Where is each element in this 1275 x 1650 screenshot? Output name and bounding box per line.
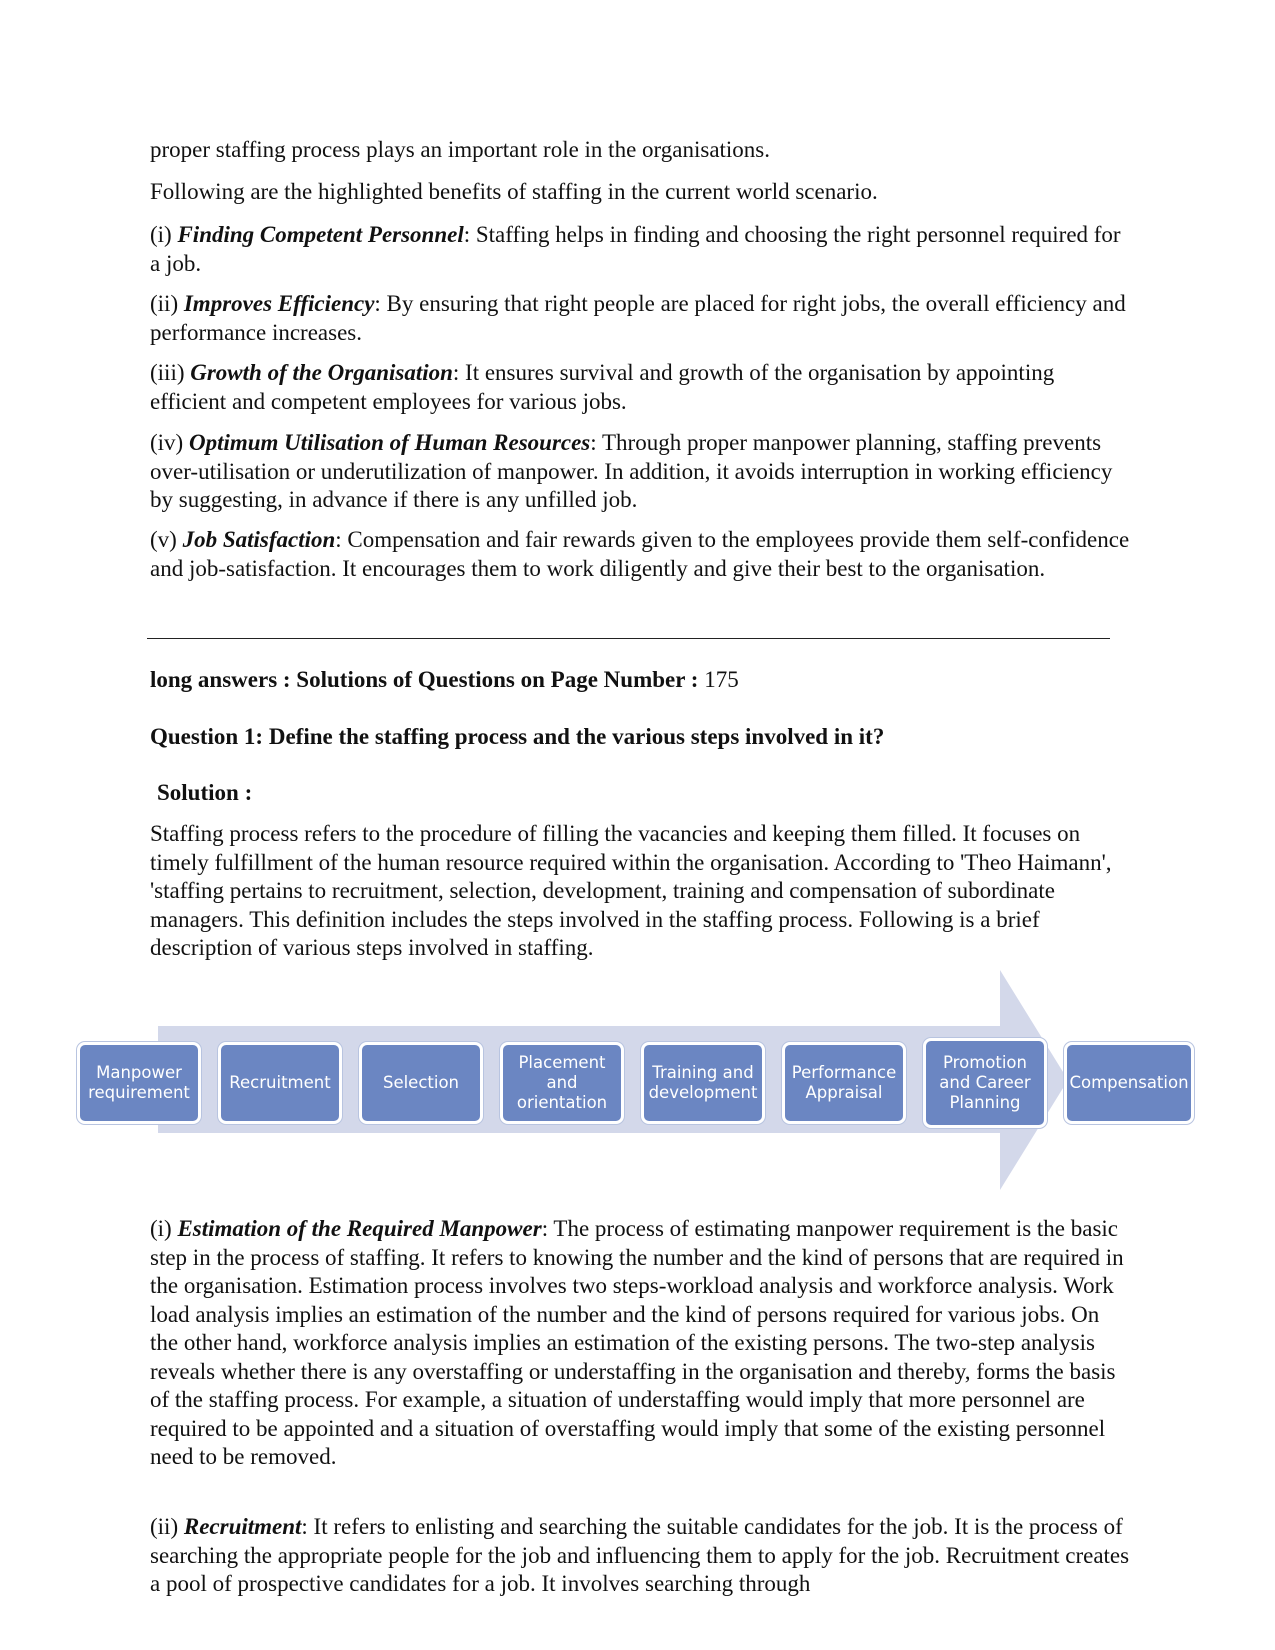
section-heading-label: long answers : Solutions of Questions on Page Number : <box>150 667 699 692</box>
question-title: Question 1: Define the staffing process and the various steps involved in it? <box>150 724 885 749</box>
section-heading-page: 175 <box>704 667 739 692</box>
section-heading <box>150 667 739 693</box>
benefit-item <box>150 526 1130 583</box>
staffing-process-diagram <box>0 970 1275 1195</box>
benefit-item <box>150 429 1130 515</box>
benefit-item <box>150 359 1130 416</box>
step-compensation: Compensation <box>1064 1042 1194 1124</box>
benefit-term: Job Satisfaction <box>182 527 336 552</box>
step-promotion-career-planning: Promotion and Career Planning <box>923 1038 1047 1128</box>
intro-line-2: Following are the highlighted benefits of staffing in the current world scenario. <box>150 179 878 204</box>
benefit-term: Growth of the Organisation <box>190 360 453 385</box>
benefit-item <box>150 290 1130 347</box>
benefit-item <box>150 221 1130 278</box>
benefit-text: : Through proper manpower planning, staffing prevents over-utilisation or underutilization of manpower. In addition, it avoids interruption in working efficiency by suggesting, in advance if there is any unfilled job. <box>150 430 1113 512</box>
step-detail-item <box>150 1215 1130 1472</box>
step-detail-text: : The process of estimating manpower requirement is the basic step in the process of staffing. It refers to knowing the number and the kind of persons that are required in the organisation. Estimation process involves two steps-workload analysis and workforce analysis. Work load analysis implies an estimation of the number and the kind of persons required for various jobs. On the other hand, workforce analysis implies an estimation of the existing persons. The two-step analysis reveals whether there is any overstaffing or understaffing in the organisation and thereby, forms the basis of the staffing process. For example, a situation of understaffing would imply that more personnel are required to be appointed and a situation of overstaffing would imply that some of the existing personnel need to be removed. <box>150 1216 1124 1469</box>
benefit-text: : It ensures survival and growth of the organisation by appointing efficient and competent employees for various jobs. <box>150 360 1055 414</box>
section-divider <box>147 638 1110 639</box>
step-detail-number: (ii) <box>150 1514 179 1539</box>
step-placement-orientation: Placement and orientation <box>500 1042 624 1124</box>
step-performance-appraisal: Performance Appraisal <box>782 1042 906 1124</box>
step-detail-number: (i) <box>150 1216 172 1241</box>
step-manpower-requirement: Manpower requirement <box>77 1042 201 1124</box>
step-recruitment: Recruitment <box>218 1042 342 1124</box>
step-detail-text: : It refers to enlisting and searching the suitable candidates for the job. It is the process of searching the appropriate people for the job and influencing them to apply for the job. Recruitment creates a pool of prospective candidates for a job. It involves searching through <box>150 1514 1130 1596</box>
benefit-term: Optimum Utilisation of Human Resources <box>188 430 591 455</box>
benefit-text: : Compensation and fair rewards given to the employees provide them self-confidence and job-satisfaction. It encourages them to work diligently and give their best to the organisation. <box>150 527 1130 581</box>
benefit-text: : Staffing helps in finding and choosing the right personnel required for a job. <box>150 222 1121 276</box>
benefit-number: (i) <box>150 222 172 247</box>
step-detail-item <box>150 1513 1130 1599</box>
benefit-number: (v) <box>150 527 177 552</box>
benefit-number: (iii) <box>150 360 185 385</box>
intro-line-1: proper staffing process plays an important role in the organisations. <box>150 137 771 162</box>
benefit-number: (iv) <box>150 430 184 455</box>
step-detail-term: Recruitment <box>183 1514 302 1539</box>
solution-text: Staffing process refers to the procedure of filling the vacancies and keeping them filled. It focuses on timely fulfillment of the human resource required within the organisation. According to 'Theo Haimann', 'staffing pertains to recruitment, selection, development, training and compensation of subordinate managers. This definition includes the steps involved in the staffing process. Following is a brief description of various steps involved in staffing. <box>150 821 1112 960</box>
step-detail-term: Estimation of the Required Manpower <box>177 1216 542 1241</box>
step-training-development: Training and development <box>641 1042 765 1124</box>
step-selection: Selection <box>359 1042 483 1124</box>
benefit-term: Improves Efficiency <box>183 291 375 316</box>
benefit-term: Finding Competent Personnel <box>177 222 464 247</box>
benefit-text: : By ensuring that right people are placed for right jobs, the overall efficiency and performance increases. <box>150 291 1126 345</box>
benefit-number: (ii) <box>150 291 179 316</box>
solution-label: Solution : <box>157 780 253 805</box>
